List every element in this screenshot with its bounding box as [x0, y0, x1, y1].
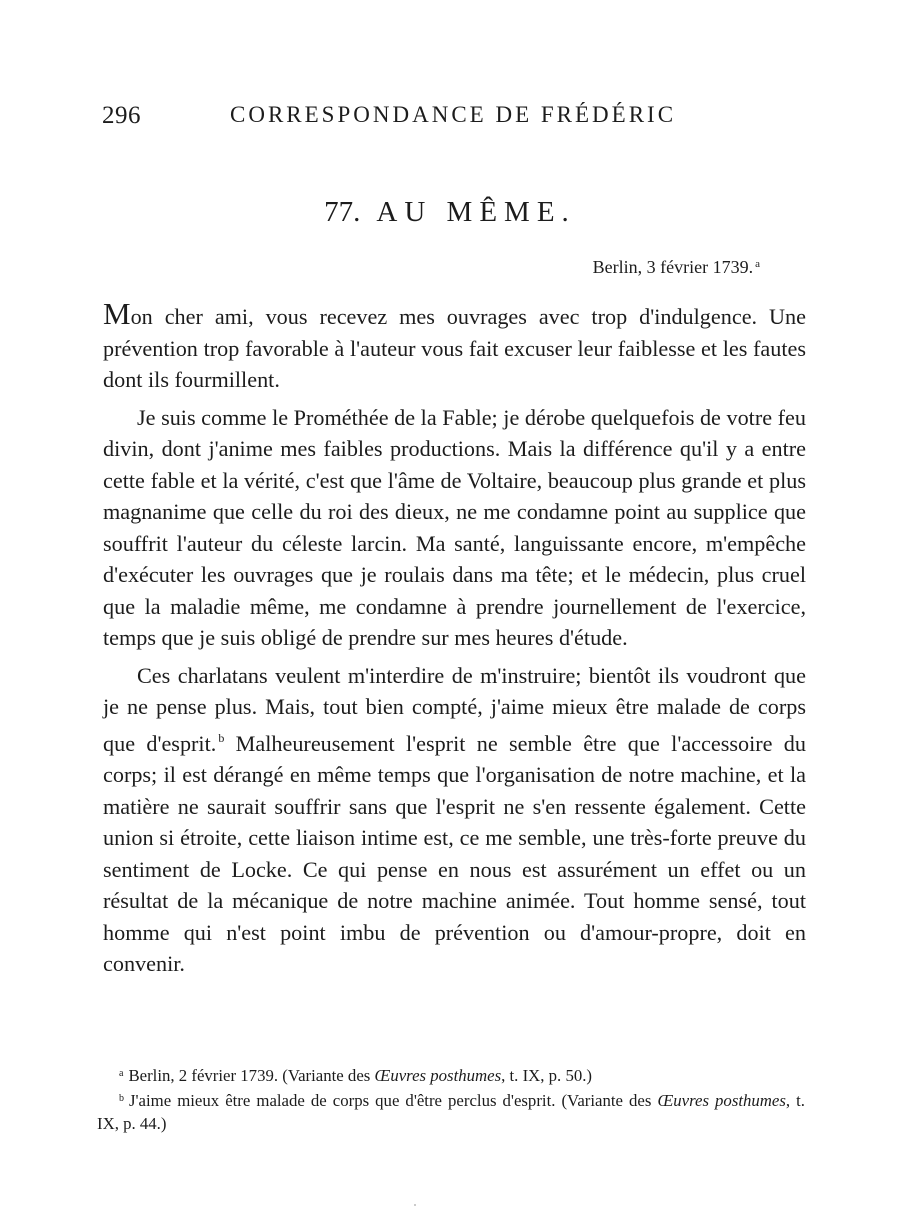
- paragraph-1: [103, 298, 806, 396]
- initial-letter: M: [103, 296, 131, 331]
- dateline-text: Berlin, 3 février 1739.: [592, 257, 754, 277]
- letter-body: [103, 298, 806, 986]
- footnote-b: [97, 1087, 805, 1135]
- paragraph-1-text: on cher ami, vous recevez mes ouvrages avec trop d'indulgence. Une prévention trop favorable à l'auteur vous fait excuser leur faiblesse et les fautes dont ils fourmillent.: [103, 304, 806, 392]
- letter-number: 77.: [324, 196, 361, 228]
- paragraph-2: Je suis comme le Prométhée de la Fable; je dérobe quelquefois de votre feu divin, dont j'anime mes faibles productions. Mais la différence qu'il y a entre cette fable et la vérité, c'est que l'âme de Voltaire, beaucoup plus grande et plus magnanime que celle du roi des dieux, ne me condamne point au supplice que souffrit l'auteur du céleste larcin. Ma santé, languissante encore, m'empêche d'exécuter les ouvrages que je roulais dans ma tête; et le médecin, plus cruel que la maladie même, me condamne à prendre journellement de l'exercice, temps que je suis obligé de prendre sur mes heures d'étude.: [103, 404, 806, 650]
- paper-speck: [414, 1204, 416, 1206]
- footnote-a-text: Berlin, 2 février 1739. (Variante des: [128, 1066, 375, 1085]
- footnote-ref-b: b: [218, 730, 225, 745]
- running-head: [102, 102, 792, 132]
- paragraph-3-text-start: Ces charlatans veulent m'interdire de m'instruire; bientôt ils voudront que je ne pense plus. Mais, tout bien compté, j'aime mieux être malade de corps que d'esprit.: [103, 662, 806, 756]
- footnote-b-reference: , t. IX, p. 44.): [97, 1091, 806, 1133]
- footnote-b-marker: b: [119, 1093, 124, 1104]
- paragraph-3: [103, 660, 806, 980]
- footnote-b-work-title: Œuvres posthumes: [657, 1091, 786, 1110]
- footnote-ref-a: a: [755, 258, 760, 270]
- footnote-a-marker: a: [119, 1068, 124, 1079]
- running-title: CORRESPONDANCE DE FRÉDÉRIC: [230, 102, 677, 127]
- footnote-a-work-title: Œuvres posthumes: [374, 1066, 502, 1085]
- footnote-b-text: J'aime mieux être malade de corps que d'être perclus d'esprit. (Variante des: [129, 1091, 658, 1110]
- footnote-a-reference: , t. IX, p. 50.): [501, 1066, 593, 1085]
- paragraph-3-text-end: Malheureusement l'esprit ne semble être que l'accessoire du corps; il est dérangé en même temps que l'organisation de notre machine, et la matière ne saurait souffrir sans que l'esprit ne s'en ressente également. Cette union si étroite, cette liaison intime est, ce me semble, une très-forte preuve du sentiment de Locke. Ce qui pense en nous est assurément un effet ou un résultat de la mécanique de notre machine animée. Tout homme sensé, tout homme qui n'est point imbu de prévention ou d'amour-propre, doit en convenir.: [103, 730, 806, 976]
- footnotes: [97, 1062, 805, 1135]
- dateline: [593, 257, 760, 278]
- letter-heading: [0, 196, 900, 229]
- footnote-a: [97, 1062, 805, 1087]
- page-number: 296: [102, 102, 141, 129]
- letter-title: AU MÊME.: [376, 196, 576, 228]
